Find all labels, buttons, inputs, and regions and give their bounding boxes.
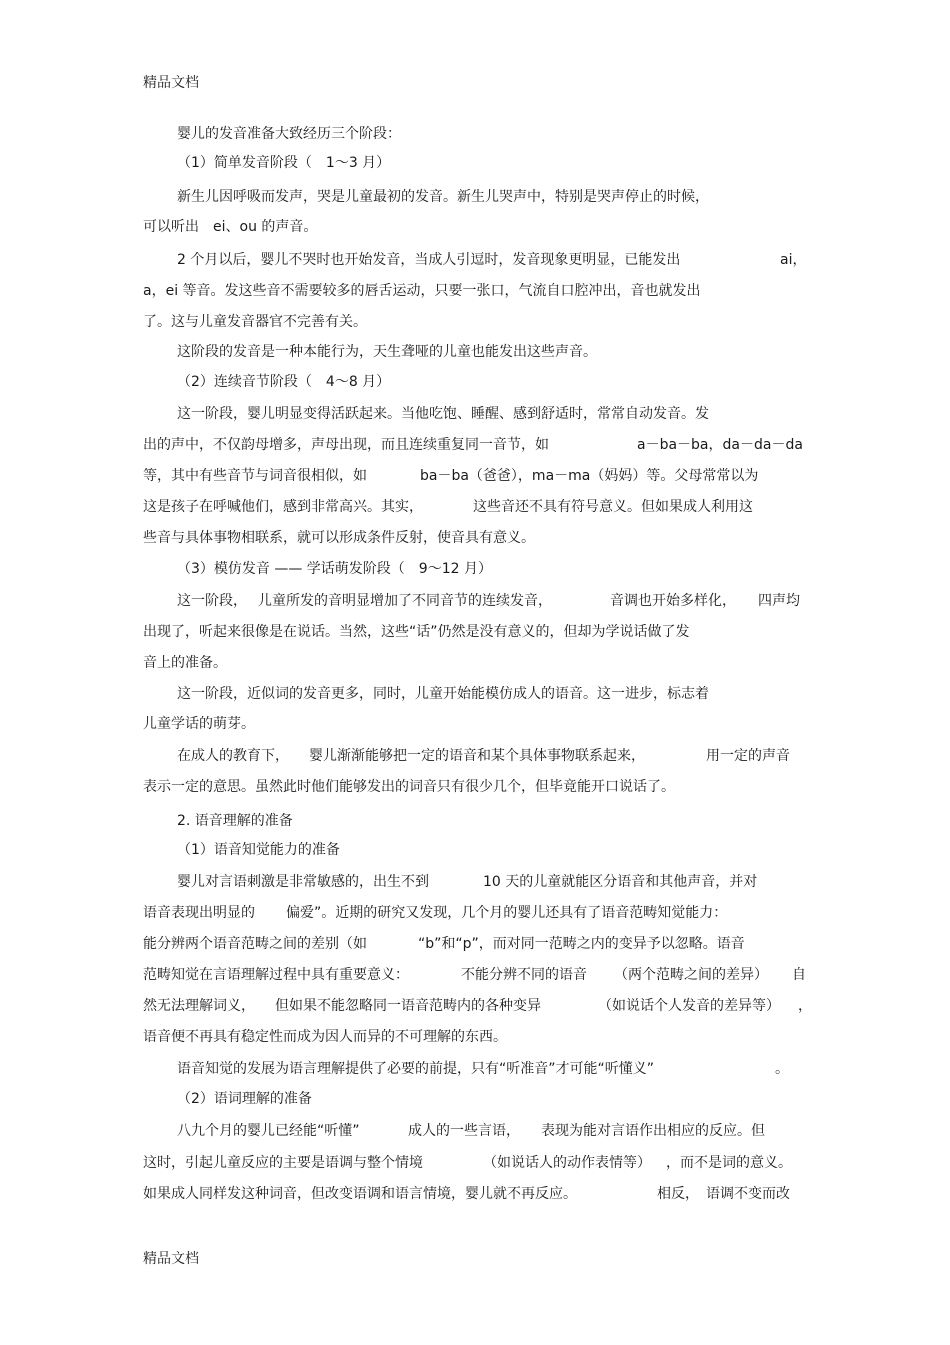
subsection-heading: （2）语词理解的准备 [177,1091,312,1107]
text-line: 了。这与儿童发音器官不完善有关。 [143,314,367,330]
text-fragment: 表现为能对言语作出相应的反应。但 [541,1123,765,1139]
text-line: 音上的准备。 [143,655,227,671]
text-line: 新生儿因呼吸而发声，哭是儿童最初的发音。新生儿哭声中，特别是哭声停止的时候， [177,189,709,205]
heading-stage-2: （2）连续音节阶段（ 4～8 月） [177,374,391,390]
text-line: 如果成人同样发这种词音，但改变语调和语言情境，婴儿就不再反应。 [143,1186,577,1202]
text-line: 表示一定的意思。虽然此时他们能够发出的词音只有很少几个，但毕竟能开口说话了。 [143,779,675,795]
text-line: 能分辨两个语音范畴之间的差别（如 [143,936,367,952]
text-fragment: 偏爱”。近期的研究又发现，几个月的婴儿还具有了语音范畴知觉能力： [286,905,728,921]
heading-stage-1: （1）简单发音阶段（ 1～3 月） [177,155,391,171]
text-line: 八九个月的婴儿已经能“听懂” [177,1123,360,1139]
text-line: 然无法理解词义， [143,998,255,1014]
text-fragment: 四声均 [758,593,800,609]
text-fragment: 音调也开始多样化， [610,593,736,609]
text-line: 婴儿的发音准备大致经历三个阶段： [177,126,401,142]
text-line: 可以听出 ei、ou 的声音。 [143,219,318,235]
text-fragment: 。 [775,1061,789,1077]
text-line: 出现了，听起来很像是在说话。当然，这些“话”仍然是没有意义的，但却为学说话做了发 [143,624,690,640]
text-fragment: 相反， [657,1186,699,1202]
text-line: 这时，引起儿童反应的主要是语调与整个情境 [143,1155,423,1171]
text-line: 等，其中有些音节与词音很相似，如 [143,468,367,484]
page-header: 精品文档 [143,75,199,91]
text-fragment: 不能分辨不同的语音 [461,967,587,983]
text-fragment: ba－ba（爸爸），ma－ma（妈妈）等。父母常常以为 [420,468,759,484]
text-fragment: 自 [792,967,806,983]
text-line: 这是孩子在呼喊他们，感到非常高兴。其实， [143,499,423,515]
text-fragment: a－ba－ba，da－da－da [637,437,803,453]
text-line: a，ei 等音。发这些音不需要较多的唇舌运动，只要一张口，气流自口腔冲出，音也就发出 [143,283,701,299]
section-heading: 2. 语音理解的准备 [177,813,293,829]
text-fragment: （如说话人的动作表情等） [483,1155,651,1171]
text-fragment: 这些音还不具有符号意义。但如果成人利用这 [473,499,753,515]
text-line: 婴儿对言语刺激是非常敏感的，出生不到 [177,874,429,890]
heading-stage-3: （3）模仿发音 —— 学话萌发阶段（ 9～12 月） [177,561,492,577]
text-line: 语音表现出明显的 [143,905,255,921]
text-line: 2 个月以后，婴儿不哭时也开始发音，当成人引逗时，发音现象更明显，已能发出 [177,252,681,268]
text-line: 语音便不再具有稳定性而成为因人而异的不可理解的东西。 [143,1029,507,1045]
text-fragment: 儿童所发的音明显增加了不同音节的连续发音， [258,593,552,609]
text-line: 些音与具体事物相联系，就可以形成条件反射，使音具有意义。 [143,530,535,546]
text-line: 这一阶段， [177,593,247,609]
text-fragment: 婴儿渐渐能够把一定的语音和某个具体事物联系起来， [309,748,645,764]
text-fragment: 10 天的儿童就能区分语音和其他声音，并对 [483,874,758,890]
text-line: 这一阶段，婴儿明显变得活跃起来。当他吃饱、睡醒、感到舒适时，常常自动发音。发 [177,406,709,422]
text-line: 这一阶段，近似词的发音更多，同时，儿童开始能模仿成人的语音。这一进步，标志着 [177,686,709,702]
text-fragment: 用一定的声音 [706,748,790,764]
text-line: 出的声中，不仅韵母增多，声母出现，而且连续重复同一音节，如 [143,437,549,453]
text-fragment: ，而不是词的意义。 [666,1155,792,1171]
text-fragment: （两个范畴之间的差异） [614,967,768,983]
text-line: 这阶段的发音是一种本能行为，天生聋哑的儿童也能发出这些声音。 [177,344,597,360]
text-line: 范畴知觉在言语理解过程中具有重要意义： [143,967,409,983]
text-fragment: 成人的一些言语， [408,1123,520,1139]
page-footer: 精品文档 [143,1251,199,1267]
text-line: 语音知觉的发展为语言理解提供了必要的前提，只有“听准音”才可能“听懂义” [177,1061,655,1077]
text-fragment: 但如果不能忽略同一语音范畴内的各种变异 [275,998,541,1014]
text-fragment: ， [798,998,812,1014]
text-fragment: 语调不变而改 [706,1186,790,1202]
text-fragment: （如说话个人发音的差异等） [598,998,780,1014]
text-fragment: “b”和“p”，而对同一范畴之内的变异予以忽略。语音 [418,936,745,952]
text-line: 儿童学话的萌芽。 [143,716,255,732]
text-fragment: ai， [780,252,807,268]
text-line: 在成人的教育下， [177,748,289,764]
subsection-heading: （1）语音知觉能力的准备 [177,842,340,858]
